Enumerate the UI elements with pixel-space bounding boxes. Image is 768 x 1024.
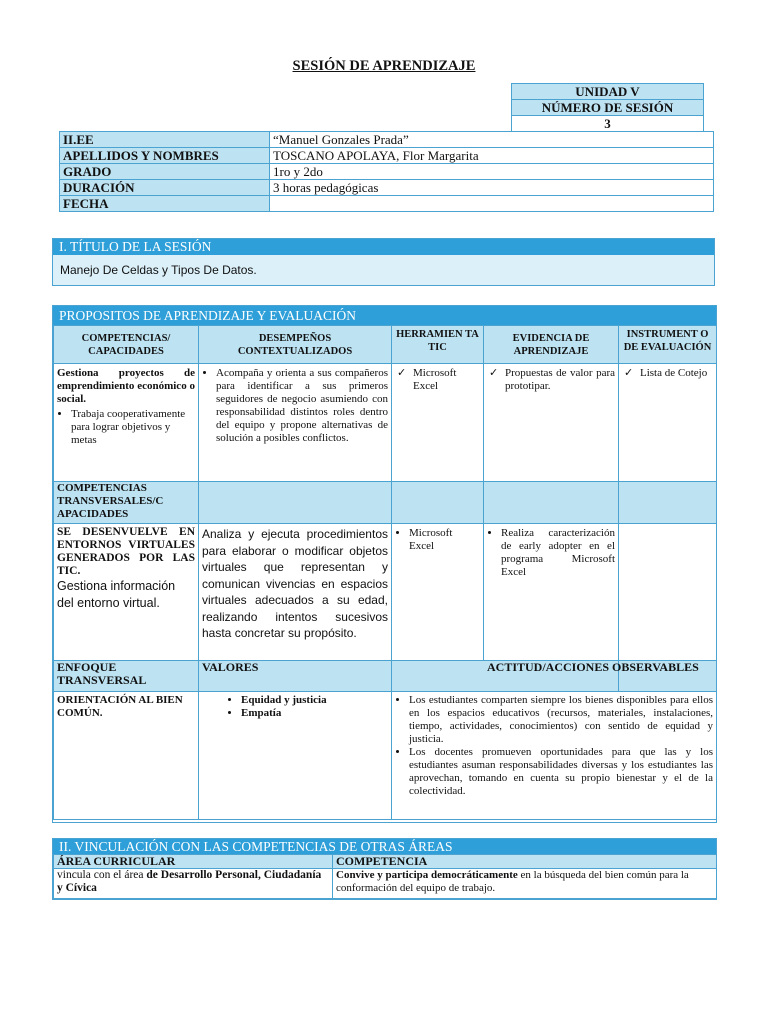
info-value bbox=[270, 196, 714, 212]
competencia-header: COMPETENCIA bbox=[333, 855, 717, 869]
col-header: COMPETENCIAS/ CAPACIDADES bbox=[54, 326, 199, 364]
capacidad-transversal: Gestiona información del entorno virtual. bbox=[57, 579, 176, 610]
enfoque-value: ORIENTACIÓN AL BIEN COMÚN. bbox=[54, 692, 199, 820]
col-header: EVIDENCIA DE APRENDIZAJE bbox=[484, 326, 619, 364]
vinculacion-section bbox=[52, 838, 717, 900]
section-heading: I. TÍTULO DE LA SESIÓN bbox=[53, 239, 714, 255]
info-key: GRADO bbox=[60, 164, 270, 180]
accion: • Los estudiantes comparten siempre los bienes disponibles para ellos en los espacios educativos (recursos, materiales, instalaciones, tiempo, actividades, conocimientos) con sentido de equidad y justicia. bbox=[409, 694, 713, 746]
col-header: HERRAMIEN TA TIC bbox=[392, 326, 484, 364]
evidencia: ✓ Propuestas de valor para prototipar. bbox=[501, 367, 615, 393]
acciones-header: ACTITUD/ACCIONES OBSERVABLES bbox=[487, 660, 699, 674]
area-prefix: vincula con el área bbox=[57, 869, 147, 881]
page-title: SESIÓN DE APRENDIZAJE bbox=[292, 58, 476, 74]
info-key: DURACIÓN bbox=[60, 180, 270, 196]
valores-header: VALORES bbox=[199, 661, 392, 692]
enfoque-header: ENFOQUE TRANSVERSAL bbox=[54, 661, 199, 692]
desempeno: • Acompaña y orienta a sus compañeros para identificar a sus primeros seguidores de negocio asumiendo con responsabilidad distintos roles dentro del equipo y propone alternativas de solución a posibles conflictos. bbox=[216, 367, 388, 445]
info-value: 3 horas pedagógicas bbox=[270, 180, 714, 196]
competencia-desc: en la búsqueda del bien común para la conformación del equipo de trabajo. bbox=[336, 869, 689, 894]
unit-box bbox=[511, 83, 704, 132]
purposes-section bbox=[52, 305, 717, 823]
transversal-label: COMPETENCIAS TRANSVERSALES/C APACIDADES bbox=[54, 482, 199, 524]
info-key: II.EE bbox=[60, 132, 270, 148]
info-value: 1ro y 2do bbox=[270, 164, 714, 180]
unit-label: UNIDAD V bbox=[512, 84, 704, 100]
col-header: INSTRUMENT O DE EVALUACIÓN bbox=[619, 326, 717, 364]
col-header: DESEMPEÑOS CONTEXTUALIZADOS bbox=[199, 326, 392, 364]
session-number: 3 bbox=[512, 116, 704, 132]
capacidad: • Trabaja cooperativamente para lograr objetivos y metas bbox=[71, 408, 195, 447]
session-title: Manejo De Celdas y Tipos De Datos. bbox=[60, 263, 257, 277]
info-value: “Manuel Gonzales Prada” bbox=[270, 132, 714, 148]
area-header: ÁREA CURRICULAR bbox=[54, 855, 333, 869]
info-key: FECHA bbox=[60, 196, 270, 212]
competencia-transversal: SE DESENVUELVE EN ENTORNOS VIRTUALES GENERADOS POR LAS TIC. bbox=[57, 526, 195, 577]
evidencia: • Realiza caracterización de early adopter en el programa Microsoft Excel bbox=[501, 527, 615, 579]
info-table bbox=[59, 131, 714, 212]
competencia-name: Convive y participa democráticamente bbox=[336, 869, 518, 881]
session-label: NÚMERO DE SESIÓN bbox=[512, 100, 704, 116]
session-title-section bbox=[52, 238, 715, 286]
purposes-table bbox=[53, 325, 717, 820]
herramienta-tic: • Microsoft Excel bbox=[409, 527, 480, 553]
info-value: TOSCANO APOLAYA, Flor Margarita bbox=[270, 148, 714, 164]
desempeno-transversal: Analiza y ejecuta procedimientos para elaborar o modificar objetos virtuales que representan y comunican vivencias en espacios virtuales adecuados a su edad, realizando intentos sucesivos hasta concretar su propósito. bbox=[199, 524, 392, 661]
vinculacion-table bbox=[53, 854, 717, 899]
valor: • Empatía bbox=[241, 707, 388, 720]
herramienta-tic: ✓ Microsoft Excel bbox=[409, 367, 480, 393]
section-heading: PROPOSITOS DE APRENDIZAJE Y EVALUACIÓN bbox=[53, 306, 716, 325]
valor: • Equidad y justicia bbox=[241, 694, 388, 707]
info-key: APELLIDOS Y NOMBRES bbox=[60, 148, 270, 164]
area-name: de Desarrollo Personal, Ciudadanía y Cívica bbox=[57, 869, 322, 894]
instrumento: ✓ Lista de Cotejo bbox=[636, 367, 713, 380]
section-heading: II. VINCULACIÓN CON LAS COMPETENCIAS DE OTRAS ÁREAS bbox=[53, 839, 716, 854]
competencia: Gestiona proyectos de emprendimiento económico o social. bbox=[57, 367, 195, 405]
accion: • Los docentes promueven oportunidades para que las y los estudiantes asuman responsabilidades diversas y los estudiantes las aprovechan, tomando en cuenta su propio bienestar y el de la colectividad. bbox=[409, 746, 713, 798]
